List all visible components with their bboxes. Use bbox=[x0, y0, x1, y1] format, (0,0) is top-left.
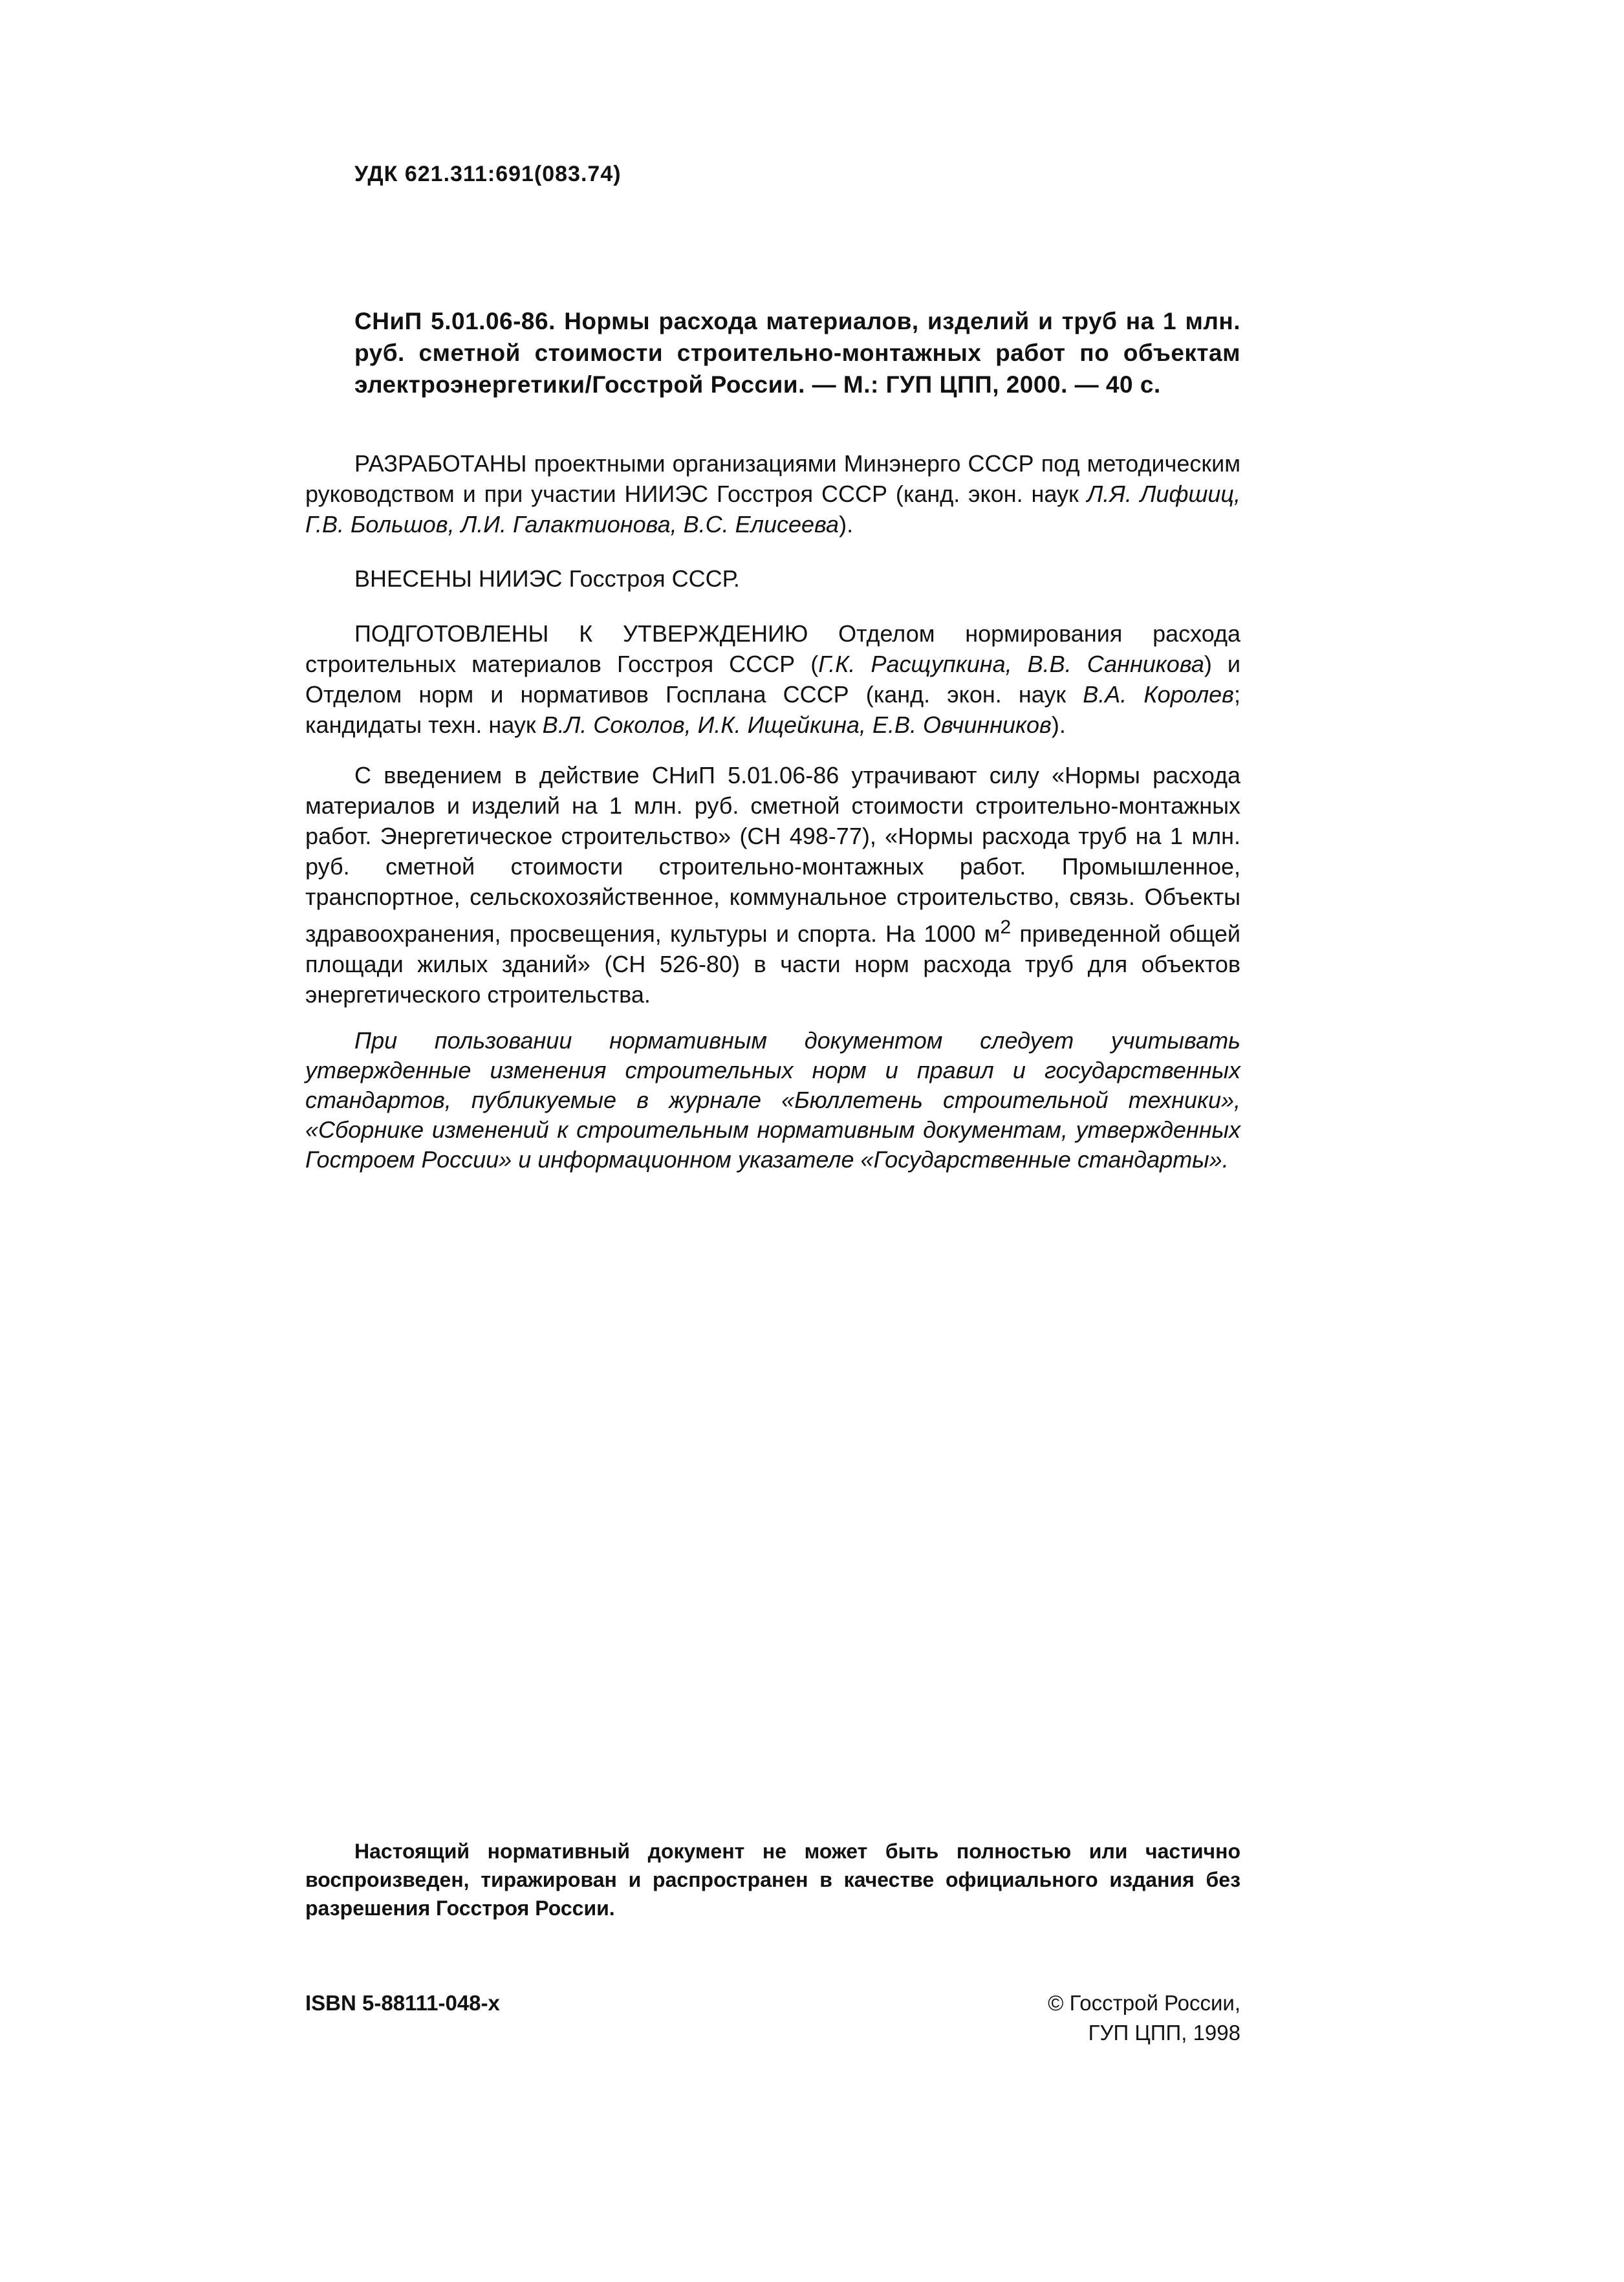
isbn: ISBN 5-88111-048-х bbox=[305, 1991, 500, 2015]
developed-tail: ). bbox=[839, 511, 854, 538]
developed-paragraph bbox=[305, 448, 1240, 539]
prepared-mid-2: ; кандидаты техн. наук bbox=[305, 681, 1240, 738]
copyright-line-2: ГУП ЦПП, 1998 bbox=[1088, 2021, 1240, 2045]
copyright-block bbox=[1048, 1988, 1240, 2048]
supersedes-part-1: С введением в действие СНиП 5.01.06-86 утрачивают силу «Нормы расхода материалов и изделий на 1 млн. руб. сметной стоимости строительно-монтажных работ. Энергетическое строительство» (СН 498-77), «Нормы расхода труб на 1 млн. руб. сметной стоимости строительно-монтажных работ. Промышленное, транспортное, сельскохозяйственное, коммунальное строительство, связь. Объекты здравоохранения, просвещения, культуры и спорта. На 1000 м bbox=[305, 762, 1240, 947]
rights-notice bbox=[305, 1837, 1240, 1922]
udk-code: УДК 621.311:691(083.74) bbox=[354, 162, 622, 186]
developed-lead: РАЗРАБОТАНЫ проектными организациями Минэнерго СССР под методическим руководством и при участии НИИЭС Госстроя СССР (канд. экон. наук bbox=[305, 450, 1240, 507]
usage-notice bbox=[305, 1026, 1240, 1175]
prepared-tail: ). bbox=[1051, 712, 1066, 738]
introduced-text: ВНЕСЕНЫ НИИЭС Госстроя СССР. bbox=[354, 565, 740, 592]
usage-notice-text: При пользовании нормативным документом следует учитывать утвержденные изменения строительных норм и правил и государственных стандартов, публикуемые в журнале «Бюллетень строительной техники», «Сборнике изменений к строительным нормативным документам, утвержденных Гостроем России» и информационном указателе «Государственные стандарты». bbox=[305, 1027, 1240, 1173]
rights-notice-text: Настоящий нормативный документ не может быть полностью или частично воспроизведен, тиражирован и распространен в качестве официального издания без разрешения Госстроя России. bbox=[305, 1840, 1240, 1920]
supersedes-part-2: приведенной общей площади жилых зданий» (СН 526-80) в части норм расхода труб для объектов энергетического строительства. bbox=[305, 920, 1240, 1008]
prepared-mid-1: ) и Отделом норм и нормативов Госплана СССР (канд. экон. наук bbox=[305, 651, 1240, 708]
supersedes-superscript: 2 bbox=[1000, 917, 1012, 938]
copyright-line-1: © Госстрой России, bbox=[1048, 1991, 1240, 2015]
prepared-names-2: В.А. Королев bbox=[1083, 681, 1234, 708]
bibliographic-entry: СНиП 5.01.06-86. Нормы расхода материалов, изделий и труб на 1 млн. руб. сметной стоимости строительно-монтажных работ по объектам электроэнергетики/Госстрой России. — М.: ГУП ЦПП, 2000. — 40 с. bbox=[354, 308, 1240, 398]
prepared-names-1: Г.К. Расщупкина, В.В. Санникова bbox=[818, 651, 1204, 677]
introduced-paragraph bbox=[305, 563, 1240, 594]
prepared-names-3: В.Л. Соколов, И.К. Ищейкина, Е.В. Овчинников bbox=[542, 712, 1052, 738]
supersedes-paragraph bbox=[305, 760, 1240, 1010]
prepared-lead: ПОДГОТОВЛЕНЫ К УТВЕРЖДЕНИЮ Отделом нормирования расхода строительных материалов Госстроя СССР ( bbox=[305, 620, 1240, 677]
prepared-paragraph bbox=[305, 618, 1240, 740]
developed-authors: Л.Я. Лифшиц, Г.В. Большов, Л.И. Галактионова, В.С. Елисеева bbox=[305, 481, 1240, 538]
